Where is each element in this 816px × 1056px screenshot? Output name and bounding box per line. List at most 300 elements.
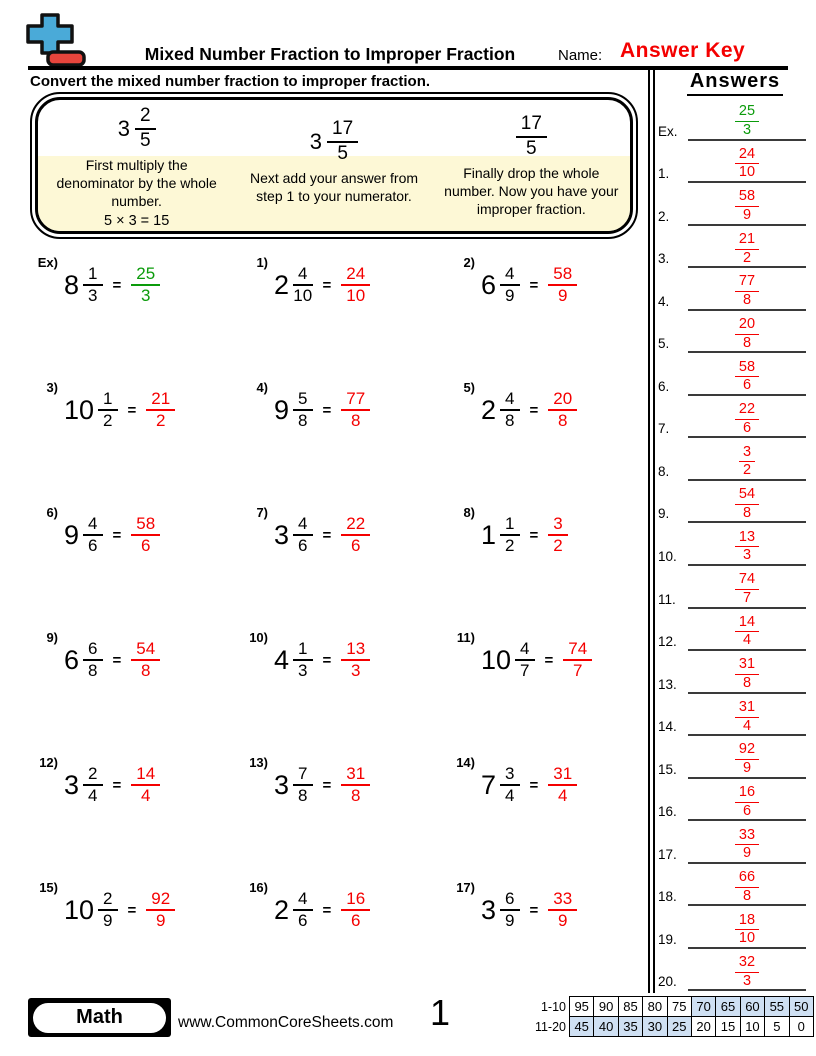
fraction-denominator: 8 bbox=[140, 661, 151, 681]
problem-number: 2) bbox=[463, 255, 475, 270]
fraction-denominator: 8 bbox=[742, 292, 752, 309]
fraction-numerator: 4 bbox=[293, 890, 312, 911]
fraction-numerator: 3 bbox=[500, 765, 519, 786]
problem-cell bbox=[445, 877, 648, 1002]
equals-sign: = bbox=[127, 401, 137, 419]
answer-fraction bbox=[563, 640, 592, 681]
fraction-numerator: 20 bbox=[548, 390, 577, 411]
answer-blank-line bbox=[688, 742, 806, 778]
fraction-numerator: 32 bbox=[735, 955, 759, 973]
answer-blank-line bbox=[688, 700, 806, 736]
answer-blank-line bbox=[688, 955, 806, 991]
problem-number: 14) bbox=[456, 755, 475, 770]
fraction-numerator: 33 bbox=[735, 828, 759, 846]
fraction-denominator: 2 bbox=[103, 411, 113, 431]
answer-blank-line bbox=[688, 615, 806, 651]
fraction-denominator: 4 bbox=[742, 632, 752, 649]
fraction-numerator: 4 bbox=[500, 265, 519, 286]
score-range-label: 11-20 bbox=[534, 1019, 566, 1034]
subject-badge bbox=[28, 998, 171, 1037]
problem-number: 4) bbox=[256, 380, 268, 395]
answer-number: 11. bbox=[658, 591, 676, 607]
answer-fraction bbox=[548, 515, 567, 556]
fraction-numerator: 3 bbox=[548, 515, 567, 536]
answer-row bbox=[658, 353, 812, 396]
fraction-numerator: 31 bbox=[341, 765, 370, 786]
fraction-denominator: 8 bbox=[350, 411, 361, 431]
question-fraction bbox=[83, 515, 102, 556]
fraction-denominator: 6 bbox=[298, 536, 308, 556]
question-fraction bbox=[293, 390, 312, 431]
fraction-denominator: 9 bbox=[742, 206, 752, 223]
answer-number: 12. bbox=[658, 634, 677, 650]
fraction-numerator: 4 bbox=[293, 515, 312, 536]
problem-number: 1) bbox=[256, 255, 268, 270]
whole-number: 8 bbox=[64, 269, 80, 300]
score-cell: 50 bbox=[789, 996, 814, 1017]
answer-row bbox=[658, 98, 812, 141]
score-cell: 10 bbox=[740, 1016, 765, 1037]
fraction-denominator: 4 bbox=[557, 786, 568, 806]
question-fraction bbox=[293, 765, 312, 806]
score-cell: 70 bbox=[691, 996, 716, 1017]
fraction-denominator: 8 bbox=[88, 661, 98, 681]
answer-fraction bbox=[548, 265, 577, 306]
fraction bbox=[327, 119, 358, 164]
fraction-numerator: 31 bbox=[735, 700, 759, 718]
fraction-numerator: 77 bbox=[341, 390, 370, 411]
fraction-numerator: 33 bbox=[548, 890, 577, 911]
example-step-1 bbox=[38, 100, 235, 231]
score-cell: 85 bbox=[618, 996, 643, 1017]
fraction-numerator: 5 bbox=[293, 390, 312, 411]
fraction-numerator: 4 bbox=[500, 390, 519, 411]
answer-row bbox=[658, 268, 812, 311]
fraction-denominator: 6 bbox=[88, 536, 98, 556]
answer-blank-line bbox=[688, 147, 806, 183]
whole-number: 3 bbox=[274, 769, 290, 800]
problem-expression bbox=[481, 765, 577, 806]
problem-number: 6) bbox=[46, 505, 58, 520]
problem-cell bbox=[28, 252, 238, 377]
problem-number: 9) bbox=[46, 630, 58, 645]
equals-sign: = bbox=[112, 776, 122, 794]
equals-sign: = bbox=[127, 901, 137, 919]
question-fraction bbox=[500, 265, 519, 306]
answer-row bbox=[658, 864, 812, 907]
example-step-text: First multiply the denominator by the whole number. bbox=[56, 157, 217, 209]
question-fraction bbox=[500, 515, 519, 556]
whole-number: 1 bbox=[481, 519, 497, 550]
problem-cell bbox=[445, 252, 648, 377]
fraction-denominator: 3 bbox=[742, 972, 752, 989]
score-cell: 40 bbox=[593, 1016, 618, 1037]
question-fraction bbox=[515, 640, 534, 681]
problem-number: 3) bbox=[46, 380, 58, 395]
fraction-numerator: 14 bbox=[735, 615, 759, 633]
problem-expression bbox=[481, 265, 577, 306]
problem-cell bbox=[28, 377, 238, 502]
fraction-numerator: 54 bbox=[131, 640, 160, 661]
score-row bbox=[530, 1016, 814, 1037]
fraction-denominator: 6 bbox=[350, 911, 361, 931]
answer-blank-line bbox=[688, 274, 806, 310]
fraction bbox=[516, 114, 547, 159]
fraction-numerator: 25 bbox=[735, 104, 759, 122]
fraction-denominator: 2 bbox=[742, 249, 752, 266]
fraction bbox=[135, 106, 156, 151]
answer-blank-line bbox=[688, 657, 806, 693]
fraction-denominator: 4 bbox=[742, 717, 752, 734]
answer-fraction bbox=[735, 104, 759, 138]
equals-sign: = bbox=[112, 651, 122, 669]
whole-number: 3 bbox=[64, 769, 80, 800]
fraction-numerator: 77 bbox=[735, 274, 759, 292]
fraction-denominator: 3 bbox=[88, 286, 98, 306]
fraction-numerator: 31 bbox=[735, 657, 759, 675]
whole-number: 3 bbox=[117, 115, 130, 141]
answer-number: 5. bbox=[658, 336, 670, 352]
header-divider bbox=[28, 66, 788, 70]
problem-number: 15) bbox=[39, 880, 58, 895]
answer-fraction bbox=[131, 640, 160, 681]
question-fraction bbox=[293, 640, 312, 681]
answer-fraction bbox=[735, 317, 759, 351]
answer-number: 8. bbox=[658, 463, 670, 479]
equals-sign: = bbox=[322, 901, 332, 919]
score-cell: 80 bbox=[642, 996, 667, 1017]
answer-blank-line bbox=[688, 828, 806, 864]
answer-fraction bbox=[735, 530, 759, 564]
answer-number: 16. bbox=[658, 804, 677, 820]
question-fraction bbox=[500, 765, 519, 806]
fraction-numerator: 13 bbox=[735, 530, 759, 548]
equals-sign: = bbox=[322, 526, 332, 544]
answer-blank-line bbox=[688, 317, 806, 353]
problem-cell bbox=[238, 502, 445, 627]
question-fraction bbox=[83, 765, 102, 806]
fraction-denominator: 4 bbox=[505, 786, 515, 806]
answers-title: Answers bbox=[687, 70, 783, 96]
problem-expression bbox=[481, 390, 577, 431]
answer-row bbox=[658, 779, 812, 822]
problem-expression bbox=[481, 640, 592, 681]
answer-fraction bbox=[735, 572, 759, 606]
answer-fraction bbox=[735, 232, 759, 266]
problem-cell bbox=[445, 752, 648, 877]
equals-sign: = bbox=[322, 276, 332, 294]
question-fraction bbox=[500, 890, 519, 931]
whole-number: 3 bbox=[481, 894, 497, 925]
fraction-numerator: 13 bbox=[341, 640, 370, 661]
problem-cell bbox=[445, 502, 648, 627]
fraction-numerator: 17 bbox=[327, 119, 358, 143]
answer-row bbox=[658, 311, 812, 354]
fraction-numerator: 16 bbox=[341, 890, 370, 911]
whole-number: 10 bbox=[64, 894, 95, 925]
answer-fraction bbox=[341, 390, 370, 431]
whole-number: 4 bbox=[274, 644, 290, 675]
answer-blank-line bbox=[688, 572, 806, 608]
answer-number: 18. bbox=[658, 889, 677, 905]
fraction-numerator: 17 bbox=[516, 114, 547, 138]
problem-expression bbox=[64, 890, 175, 931]
answer-fraction bbox=[146, 890, 175, 931]
problem-expression bbox=[274, 265, 370, 306]
fraction-denominator: 10 bbox=[346, 286, 366, 306]
answer-row bbox=[658, 438, 812, 481]
answer-fraction bbox=[735, 657, 759, 691]
answers-rows bbox=[658, 98, 812, 991]
subject-label: Math bbox=[33, 1003, 166, 1033]
problem-number: 13) bbox=[249, 755, 268, 770]
answer-blank-line bbox=[688, 360, 806, 396]
fraction-numerator: 6 bbox=[83, 640, 102, 661]
score-cell: 60 bbox=[740, 996, 765, 1017]
answer-blank-line bbox=[688, 232, 806, 268]
fraction-denominator: 3 bbox=[742, 121, 752, 138]
fraction-denominator: 7 bbox=[520, 661, 530, 681]
answer-blank-line bbox=[688, 913, 806, 949]
fraction-numerator: 92 bbox=[735, 742, 759, 760]
score-cell: 30 bbox=[642, 1016, 667, 1037]
fraction-numerator: 58 bbox=[735, 189, 759, 207]
answer-fraction bbox=[735, 274, 759, 308]
problem-expression bbox=[64, 390, 175, 431]
fraction-denominator: 3 bbox=[350, 661, 361, 681]
problem-cell bbox=[445, 377, 648, 502]
fraction-numerator: 6 bbox=[500, 890, 519, 911]
answer-fraction bbox=[341, 640, 370, 681]
answer-fraction bbox=[735, 785, 759, 819]
question-fraction bbox=[98, 390, 117, 431]
score-cell: 0 bbox=[789, 1016, 814, 1037]
fraction-denominator: 10 bbox=[293, 286, 313, 306]
fraction-denominator: 7 bbox=[573, 661, 583, 681]
whole-number: 3 bbox=[309, 128, 323, 154]
answer-fraction bbox=[548, 765, 577, 806]
answer-blank-line bbox=[688, 487, 806, 523]
commoncoresheets-logo-icon bbox=[26, 13, 88, 69]
answer-fraction bbox=[735, 742, 759, 776]
whole-number: 10 bbox=[481, 644, 512, 675]
fraction-numerator: 22 bbox=[735, 402, 759, 420]
fraction-numerator: 92 bbox=[146, 890, 175, 911]
problem-number: 17) bbox=[456, 880, 475, 895]
answer-fraction bbox=[735, 147, 759, 181]
fraction-denominator: 9 bbox=[103, 911, 113, 931]
whole-number: 2 bbox=[481, 394, 497, 425]
question-fraction bbox=[500, 390, 519, 431]
answer-number: 17. bbox=[658, 846, 677, 862]
score-cell: 45 bbox=[569, 1016, 594, 1037]
fraction-numerator: 1 bbox=[98, 390, 117, 411]
answer-fraction bbox=[131, 265, 160, 306]
fraction-numerator: 4 bbox=[515, 640, 534, 661]
instruction-text: Convert the mixed number fraction to improper fraction. bbox=[30, 73, 431, 90]
fraction-denominator: 8 bbox=[557, 411, 568, 431]
equals-sign: = bbox=[112, 526, 122, 544]
fraction-denominator: 5 bbox=[337, 142, 348, 164]
answer-fraction bbox=[735, 828, 759, 862]
answer-row bbox=[658, 821, 812, 864]
answer-fraction bbox=[548, 890, 577, 931]
fraction-numerator: 3 bbox=[739, 445, 755, 463]
fraction-denominator: 9 bbox=[557, 286, 568, 306]
fraction-denominator: 4 bbox=[88, 786, 98, 806]
answer-fraction bbox=[735, 700, 759, 734]
problem-number: Ex) bbox=[37, 255, 58, 270]
fraction-numerator: 14 bbox=[131, 765, 160, 786]
answer-row bbox=[658, 736, 812, 779]
answer-number: 10. bbox=[658, 549, 677, 565]
equals-sign: = bbox=[529, 401, 539, 419]
problem-expression bbox=[64, 265, 160, 306]
score-cell: 55 bbox=[764, 996, 789, 1017]
fraction-denominator: 6 bbox=[742, 377, 752, 394]
fraction-denominator: 6 bbox=[742, 419, 752, 436]
name-label: Name: bbox=[558, 47, 603, 64]
problem-cell bbox=[238, 252, 445, 377]
fraction-denominator: 3 bbox=[140, 286, 151, 306]
answer-fraction bbox=[341, 890, 370, 931]
equals-sign: = bbox=[544, 651, 554, 669]
fraction-denominator: 8 bbox=[298, 786, 308, 806]
fraction-denominator: 4 bbox=[140, 786, 151, 806]
fraction-denominator: 8 bbox=[350, 786, 361, 806]
whole-number: 9 bbox=[274, 394, 290, 425]
answer-blank-line bbox=[688, 402, 806, 438]
problem-number: 7) bbox=[256, 505, 268, 520]
example-box-inner bbox=[35, 97, 633, 234]
fraction-denominator: 2 bbox=[553, 536, 563, 556]
answer-row bbox=[658, 566, 812, 609]
answer-fraction bbox=[735, 189, 759, 223]
fraction-denominator: 6 bbox=[350, 536, 361, 556]
answer-number: Ex. bbox=[658, 123, 678, 139]
problem-cell bbox=[28, 877, 238, 1002]
example-step-calculation: 5 × 3 = 15 bbox=[104, 212, 170, 229]
equals-sign: = bbox=[529, 276, 539, 294]
whole-number: 6 bbox=[64, 644, 80, 675]
score-cell: 5 bbox=[764, 1016, 789, 1037]
answer-blank-line bbox=[688, 104, 806, 140]
answer-row bbox=[658, 906, 812, 949]
problem-expression bbox=[481, 515, 568, 556]
example-step-2 bbox=[235, 100, 432, 231]
fraction-denominator: 9 bbox=[742, 845, 752, 862]
answer-number: 20. bbox=[658, 974, 677, 990]
whole-number: 3 bbox=[274, 519, 290, 550]
page-number: 1 bbox=[429, 992, 451, 1033]
equals-sign: = bbox=[322, 776, 332, 794]
problem-cell bbox=[238, 877, 445, 1002]
fraction-numerator: 58 bbox=[548, 265, 577, 286]
problem-cell bbox=[238, 752, 445, 877]
problem-number: 5) bbox=[463, 380, 475, 395]
fraction-numerator: 4 bbox=[293, 265, 312, 286]
problem-cell bbox=[28, 502, 238, 627]
answer-fraction bbox=[131, 515, 160, 556]
answer-number: 2. bbox=[658, 208, 670, 224]
fraction-numerator: 1 bbox=[500, 515, 519, 536]
whole-number: 9 bbox=[64, 519, 80, 550]
answer-blank-line bbox=[688, 189, 806, 225]
problem-cell bbox=[28, 752, 238, 877]
answer-fraction bbox=[735, 955, 759, 989]
fraction-numerator: 66 bbox=[735, 870, 759, 888]
answer-fraction bbox=[548, 390, 577, 431]
fraction-denominator: 5 bbox=[526, 137, 537, 159]
fraction-numerator: 25 bbox=[131, 265, 160, 286]
fraction-numerator: 21 bbox=[735, 232, 759, 250]
problem-cell bbox=[28, 627, 238, 752]
fraction-denominator: 2 bbox=[156, 411, 166, 431]
fraction-denominator: 9 bbox=[557, 911, 568, 931]
fraction-denominator: 6 bbox=[140, 536, 151, 556]
score-table bbox=[530, 996, 814, 1037]
fraction-denominator: 6 bbox=[742, 802, 752, 819]
fraction-denominator: 5 bbox=[140, 129, 151, 151]
answer-blank-line bbox=[688, 530, 806, 566]
problem-expression bbox=[274, 515, 370, 556]
answer-fraction bbox=[131, 765, 160, 806]
fraction-denominator: 10 bbox=[738, 164, 756, 181]
fraction-numerator: 22 bbox=[341, 515, 370, 536]
answer-row bbox=[658, 651, 812, 694]
answer-fraction bbox=[735, 615, 759, 649]
fraction-denominator: 8 bbox=[742, 504, 752, 521]
answer-fraction bbox=[735, 487, 759, 521]
fraction-numerator: 58 bbox=[131, 515, 160, 536]
score-cell: 25 bbox=[667, 1016, 692, 1037]
problem-expression bbox=[274, 890, 370, 931]
problem-expression bbox=[274, 390, 370, 431]
problem-expression bbox=[64, 765, 160, 806]
answer-number: 14. bbox=[658, 719, 677, 735]
problem-number: 16) bbox=[249, 880, 268, 895]
score-cell: 75 bbox=[667, 996, 692, 1017]
answer-number: 1. bbox=[658, 166, 670, 182]
example-fraction-3 bbox=[516, 114, 547, 159]
example-fraction-2 bbox=[310, 119, 358, 164]
answer-fraction bbox=[735, 913, 759, 947]
score-cell: 65 bbox=[715, 996, 740, 1017]
answer-number: 9. bbox=[658, 506, 670, 522]
answer-fraction bbox=[735, 402, 759, 436]
fraction-denominator: 3 bbox=[298, 661, 308, 681]
answer-row bbox=[658, 183, 812, 226]
fraction-numerator: 18 bbox=[735, 913, 759, 931]
score-cell: 20 bbox=[691, 1016, 716, 1037]
problem-expression bbox=[481, 890, 577, 931]
answer-row bbox=[658, 141, 812, 184]
whole-number: 7 bbox=[481, 769, 497, 800]
answer-fraction bbox=[735, 360, 759, 394]
answer-number: 15. bbox=[658, 761, 677, 777]
answer-row bbox=[658, 481, 812, 524]
example-step-text: Finally drop the whole number. Now you have your improper fraction. bbox=[444, 165, 619, 217]
fraction-numerator: 24 bbox=[341, 265, 370, 286]
answer-number: 13. bbox=[658, 676, 677, 692]
fraction-denominator: 9 bbox=[505, 286, 515, 306]
example-step-3 bbox=[433, 100, 630, 231]
problem-number: 11) bbox=[456, 630, 475, 645]
score-cell: 15 bbox=[715, 1016, 740, 1037]
problem-expression bbox=[274, 765, 370, 806]
answer-fraction bbox=[341, 765, 370, 806]
answers-divider bbox=[648, 66, 655, 993]
